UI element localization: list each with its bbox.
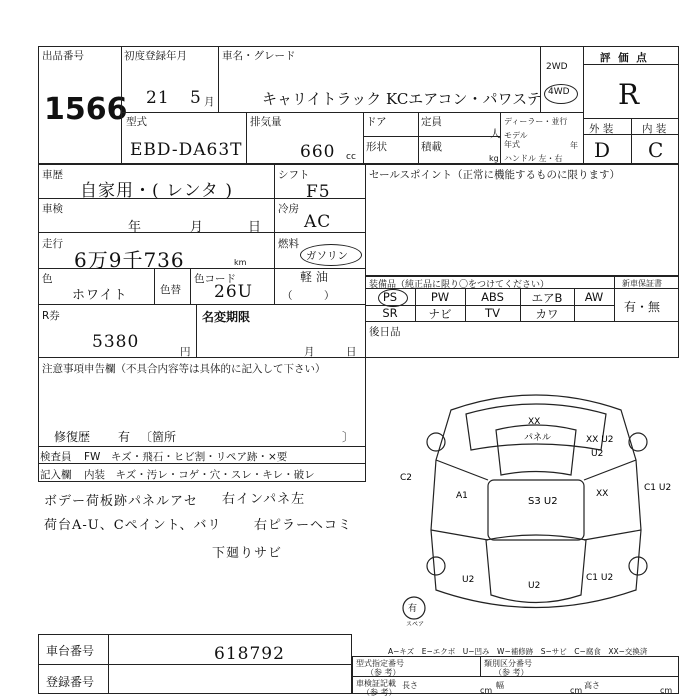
diagram-mark-5: S3 U2	[528, 496, 558, 507]
displacement-value: 660	[300, 142, 336, 162]
repair-value: 有	[118, 430, 131, 444]
dealer-label: ディーラー・並行	[504, 117, 568, 126]
notes-label: 注意事項申告欄（不具合内容等は具体的に記入して下さい）	[42, 363, 326, 375]
note-line-1b: 右インパネ左	[222, 492, 306, 507]
displacement-label: 排気量	[250, 116, 282, 128]
handle-label: ハンドル 左・右	[504, 154, 563, 163]
dim-length: 長さ	[402, 681, 418, 690]
color-change-label: 色替	[160, 284, 181, 296]
spare-tire-label: 有	[408, 604, 418, 614]
drive-4wd: 4WD	[548, 87, 570, 97]
note-line-2b: 右ピラーヘコミ	[254, 518, 353, 533]
later-box	[365, 321, 679, 358]
repair-place-end: 〕	[342, 430, 355, 444]
equip-abs: ABS	[481, 290, 504, 304]
first-reg-label: 初度登録年月	[124, 50, 187, 62]
history-label: 車歴	[42, 169, 63, 181]
inspection-label: 車検	[42, 203, 63, 215]
equip-aw: AW	[584, 290, 604, 304]
recycle-value: 5380	[92, 332, 140, 352]
equip-navi: ナビ	[428, 307, 452, 321]
lot-number: 1566	[44, 92, 128, 127]
equip-pw: PW	[430, 290, 450, 304]
load-label: 積載	[421, 141, 442, 153]
lot-label: 出品番号	[42, 50, 84, 62]
diagram-mark-6: XX	[596, 489, 609, 499]
chassis-value: 618792	[214, 644, 285, 664]
inspector-label-2: 記入欄	[40, 469, 72, 481]
equip-airbag: エアB	[531, 291, 563, 305]
fuel-gasoline-circle	[300, 244, 362, 266]
mileage-label: 走行	[42, 238, 63, 250]
diagram-mark-1: XX	[528, 417, 541, 427]
note-line-1: ボデー荷板跡パネルアセ	[44, 494, 198, 509]
class-number-ref: （参 考）	[494, 668, 529, 677]
equipment-label: 装備品（純正品に限り〇をつけてください）	[369, 280, 550, 290]
equip-ps: PS	[382, 290, 398, 304]
fuel-gasoline: ガソリン	[306, 250, 348, 262]
fuel-diesel: 軽 油	[300, 270, 328, 284]
color-label: 色	[42, 273, 53, 285]
rear-bed	[486, 535, 586, 603]
car-diagram	[396, 380, 686, 630]
grade-int-value: C	[648, 138, 665, 162]
spare-tire-sub: スペア	[406, 621, 425, 628]
dimensions-ref: （参 考）	[362, 688, 397, 697]
diagram-mark-9: U2	[528, 581, 541, 591]
door-label: ドア	[366, 116, 387, 128]
later-label: 後日品	[369, 326, 401, 338]
cooler-label: 冷房	[278, 203, 299, 215]
dim-width: 幅	[496, 681, 504, 690]
equip-tv: TV	[485, 306, 500, 320]
load-unit: kg	[489, 154, 499, 163]
grade-ext-value: D	[594, 138, 612, 162]
recycle-label: R券	[42, 310, 60, 322]
bed	[488, 480, 584, 540]
history-value: 自家用・( レンタ )	[80, 181, 233, 201]
tire-fl	[427, 433, 445, 451]
displacement-unit: cc	[346, 152, 356, 162]
inspection-year: 年	[128, 220, 142, 235]
warranty-label: 新車保証書	[622, 279, 662, 288]
warranty-value: 有・無	[624, 300, 661, 314]
model-label: 型式	[126, 116, 147, 128]
tire-fr	[629, 433, 647, 451]
recycle-unit: 円	[180, 346, 191, 358]
dimensions-label: 車検証記載	[356, 679, 396, 688]
type-designation-label: 型式指定番号	[356, 659, 404, 668]
first-reg-year: 21	[146, 88, 170, 108]
diagram-mark-0: パネル	[524, 433, 552, 443]
equip-ps-circle	[378, 289, 408, 307]
inspector-label-1: 検査員	[40, 451, 72, 463]
shift-value: F5	[306, 182, 331, 202]
grade-label: 評 価 点	[600, 52, 649, 64]
diagram-mark-10: A1	[456, 491, 468, 501]
mileage-unit: km	[234, 258, 247, 267]
car-name-value: キャリイトラック KCエアコン・パワステ	[262, 90, 542, 108]
dim-height: 高さ	[584, 681, 600, 690]
fuel-other: （ ）	[282, 290, 335, 302]
shift-label: シフト	[278, 169, 310, 181]
diagram-mark-3: XX U2	[586, 435, 614, 445]
name-change-day: 日	[346, 346, 357, 358]
cab-front	[466, 404, 606, 450]
diagram-mark-2: U2	[591, 449, 604, 459]
first-reg-month: 5	[190, 88, 202, 108]
color-code-value: 26U	[214, 282, 253, 302]
first-reg-month-unit: 月	[204, 96, 215, 108]
drive-2wd: 2WD	[546, 62, 568, 72]
class-number-label: 類別区分番号	[484, 659, 532, 668]
color-code-label: 色コード	[194, 273, 236, 285]
chassis-label: 車台番号	[46, 644, 95, 658]
dim-width-unit: cm	[570, 686, 583, 695]
door-form-label: 形状	[366, 141, 387, 153]
color-value: ホワイト	[72, 288, 128, 303]
grade-ext-label: 外 装	[589, 123, 614, 135]
mileage-value: 6万9千736	[74, 248, 185, 272]
inspector-int-row: 内装 キズ・汚レ・コゲ・穴・スレ・キレ・破レ	[84, 469, 315, 481]
inspector-ext-row: FW キズ・飛石・ヒビ割・リペア跡・×要	[84, 451, 288, 463]
equip-leather: カワ	[535, 307, 559, 321]
inspection-month: 月	[190, 220, 204, 235]
fuel-label: 燃料	[278, 238, 299, 250]
model-value: EBD-DA63T	[130, 140, 243, 160]
diagram-mark-4: C2	[400, 473, 413, 483]
legend: A−キズ E−エクボ U−凹み W−補修跡 S−サビ C−腐食 XX−交換済	[388, 647, 648, 656]
note-line-3: 下廻りサビ	[212, 546, 283, 561]
grade-value: R	[618, 78, 641, 111]
cooler-value: AC	[304, 212, 332, 232]
name-change-month: 月	[304, 346, 315, 358]
dim-height-unit: cm	[660, 686, 673, 695]
car-name-label: 車名・グレード	[222, 50, 296, 62]
repair-label: 修復歴	[54, 430, 91, 444]
diagram-mark-7: C1 U2	[586, 573, 614, 583]
capacity-unit: 人	[490, 128, 501, 140]
reg-label: 登録番号	[46, 675, 95, 689]
diagram-mark-8: U2	[462, 575, 475, 585]
tire-rl	[427, 557, 445, 575]
repair-place: 〔箇所	[140, 430, 177, 444]
capacity-label: 定員	[421, 116, 442, 128]
model-year-unit: 年	[570, 141, 578, 150]
grade-int-label: 内 装	[642, 123, 667, 135]
model-year-label: モデル年式	[504, 131, 528, 149]
type-designation-ref: （参 考）	[366, 668, 401, 677]
note-line-2: 荷台A-U、Cペイント、バリ	[44, 518, 222, 533]
dim-length-unit: cm	[480, 686, 493, 695]
equip-sr: SR	[382, 306, 398, 320]
name-change-label: 名変期限	[202, 310, 251, 324]
sales-point-label: セールスポイント（正常に機能するものに限ります）	[369, 169, 621, 181]
inspection-day: 日	[248, 220, 262, 235]
diagram-mark-11: C1 U2	[644, 483, 672, 493]
